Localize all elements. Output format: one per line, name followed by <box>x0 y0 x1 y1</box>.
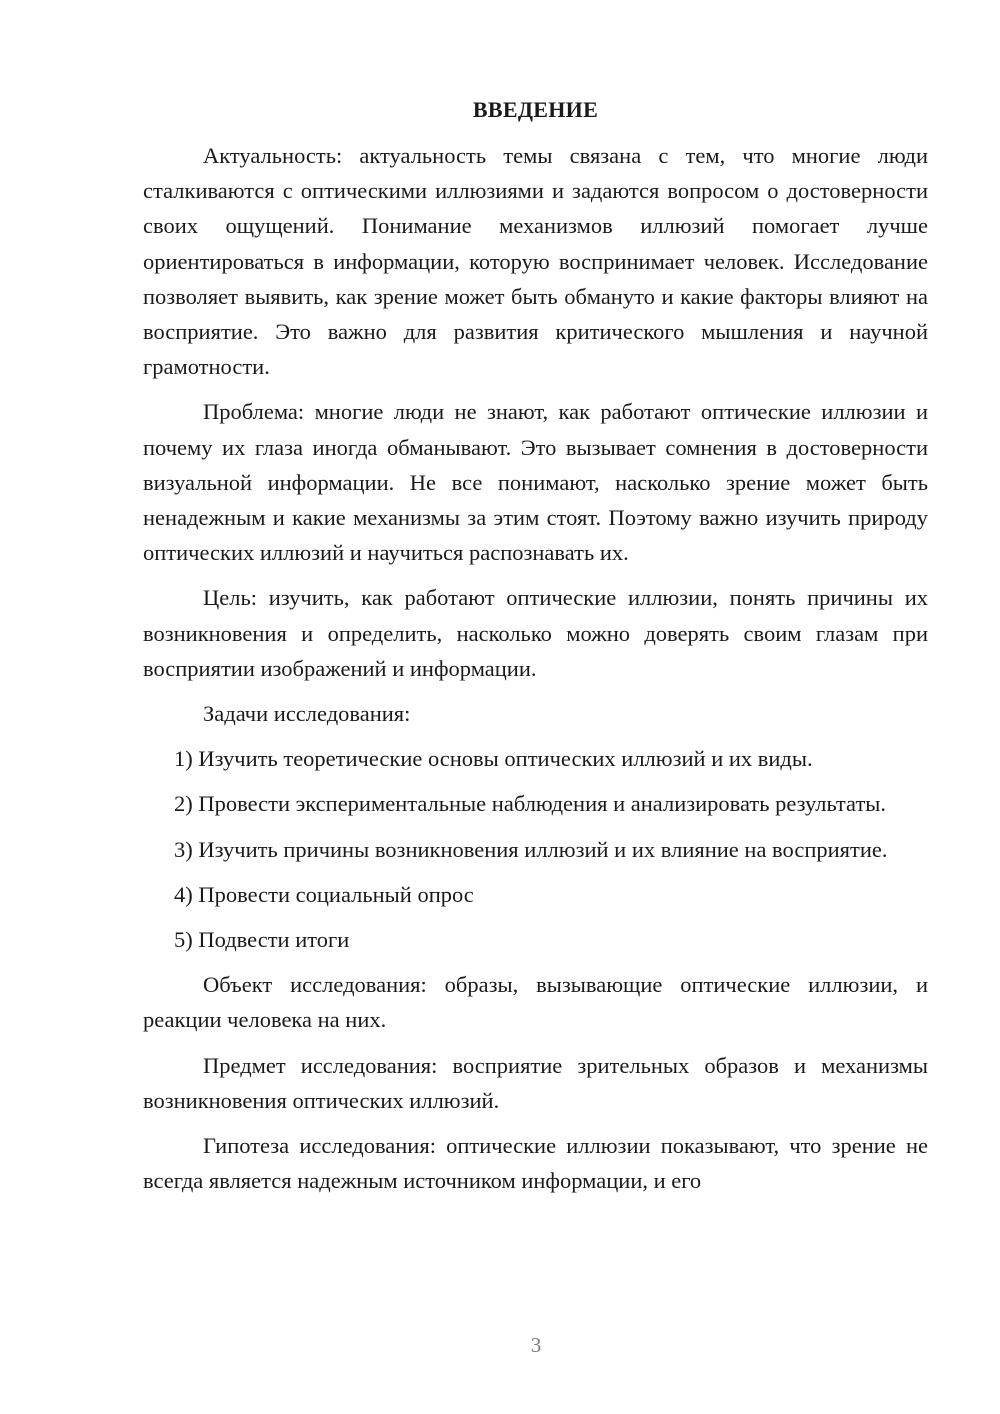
paragraph-hypothesis: Гипотеза исследования: оптические иллюзии показывают, что зрение не всегда является надежным источником информации, и его <box>143 1133 928 1194</box>
paragraph-problem: Проблема: многие люди не знают, как работают оптические иллюзии и почему их глаза иногда обманывают. Это вызывает сомнения в достоверности визуальной информации. Не все понимают, насколько зрение может быть ненадежным и какие механизмы за этим стоят. Поэтому важно изучить природу оптических иллюзий и научиться распознавать их. <box>143 399 928 566</box>
task-item-4: 4) Провести социальный опрос <box>174 881 474 907</box>
paragraph-relevance: Актуальность: актуальность темы связана с тем, что многие люди сталкиваются с оптическими иллюзиями и задаются вопросом о достоверности своих ощущений. Понимание механизмов иллюзий помогает лучше ориентироваться в информации, которую воспринимает человек. Исследование позволяет выявить, как зрение может быть обмануто и какие факторы влияют на восприятие. Это важно для развития критического мышления и научной грамотности. <box>143 143 928 380</box>
task-item-1: 1) Изучить теоретические основы оптических иллюзий и их виды. <box>174 746 813 772</box>
paragraph-object: Объект исследования: образы, вызывающие оптические иллюзии, и реакции человека на них. <box>143 972 928 1033</box>
task-item-3: 3) Изучить причины возникновения иллюзий и их влияние на восприятие. <box>174 836 888 862</box>
task-item-5: 5) Подвести итоги <box>174 927 350 953</box>
task-item-2: 2) Провести экспериментальные наблюдения и анализировать результаты. <box>174 791 887 817</box>
section-title: ВВЕДЕНИЕ <box>472 97 599 122</box>
document-page <box>143 94 928 1208</box>
paragraph-tasks-heading: Задачи исследования: <box>203 701 411 727</box>
paragraph-subject: Предмет исследования: восприятие зрительных образов и механизмы возникновения оптических иллюзий. <box>143 1052 928 1113</box>
paragraph-goal: Цель: изучить, как работают оптические иллюзии, понять причины их возникновения и определить, насколько можно доверять своим глазам при восприятии изображений и информации. <box>143 585 928 681</box>
page-number: 3 <box>530 1333 542 1357</box>
